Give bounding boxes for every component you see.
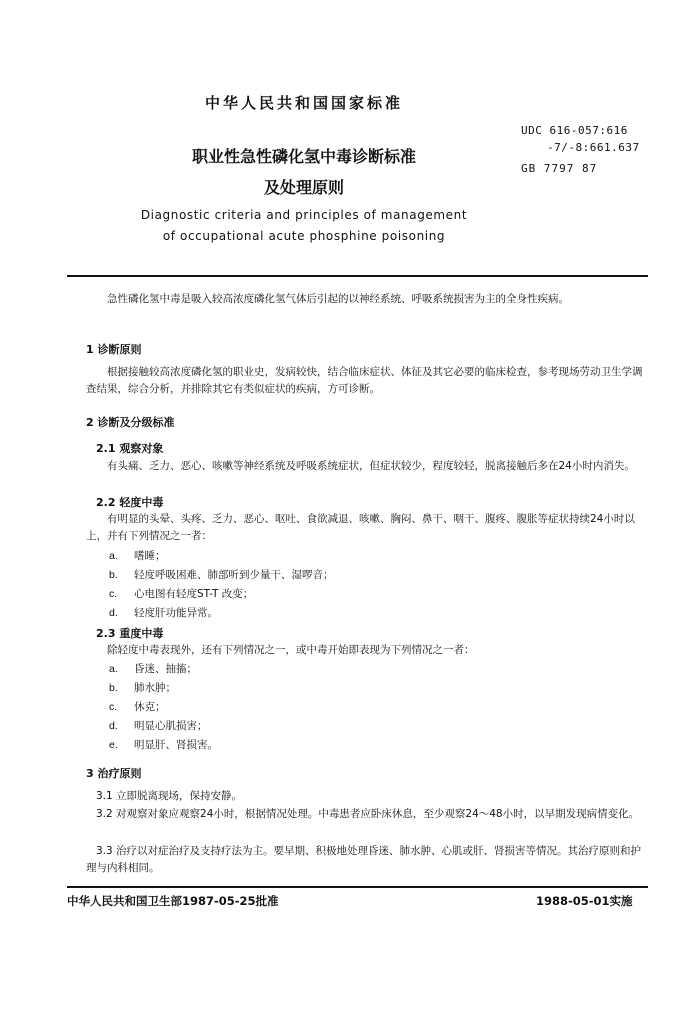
list-item-text: 轻度肝功能异常。 <box>134 607 218 619</box>
list-item-text: 明显心肌损害； <box>134 720 208 732</box>
list-item <box>109 737 218 752</box>
list-item <box>109 605 218 620</box>
list-item <box>109 661 197 676</box>
section-1-heading: 1 诊断原则 <box>86 343 142 356</box>
list-item <box>109 548 166 563</box>
list-item-letter: a. <box>109 663 118 675</box>
title-en-line2: of occupational acute phosphine poisoning <box>162 229 446 243</box>
footer-divider <box>67 886 648 888</box>
udc-code-line2: -7/-8:661.637 <box>547 141 640 154</box>
list-item-letter: c. <box>109 701 118 713</box>
list-item-letter: e. <box>109 739 118 751</box>
section-3-1-text: 3.1 立即脱离现场，保持安静。 <box>96 790 243 802</box>
list-item-text: 昏迷、抽搐； <box>134 663 197 675</box>
section-2-1-heading: 2.1 观察对象 <box>96 442 164 455</box>
list-item-letter: b. <box>109 682 118 694</box>
section-2-2-text: 有明显的头晕、头疼、乏力、恶心、呕吐、食欲减退、咳嗽、胸闷、鼻干、咽干、腹疼、腹胀等症状持续24小时以上，并有下列情况之一者： <box>86 513 635 542</box>
section-2-2-heading: 2.2 轻度中毒 <box>96 496 164 509</box>
section-3-3-text: 3.3 治疗以对症治疗及支持疗法为主。要早期、积极地处理昏迷、肺水肿、心肌或肝、肾损害等情况。其治疗原则和护理与内科相同。 <box>86 845 642 874</box>
section-3-heading: 3 治疗原则 <box>86 767 142 780</box>
title-cn-line2: 及处理原则 <box>263 178 344 197</box>
list-item-text: 肺水肿； <box>134 682 176 694</box>
list-item-text: 轻度呼吸困难、肺部听到少量干、湿啰音； <box>134 569 334 581</box>
list-item <box>109 680 176 695</box>
list-item-text: 嗜睡； <box>134 550 166 562</box>
section-3-2-text: 3.2 对观察对象应观察24小时，根据情况处理。中毒患者应卧床休息，至少观察24～48小时，以早期发现病情变化。 <box>96 808 640 820</box>
section-2-3-heading: 2.3 重度中毒 <box>96 627 164 640</box>
list-item <box>109 567 334 582</box>
list-item-text: 休克； <box>134 701 166 713</box>
section-2-heading: 2 诊断及分级标准 <box>86 416 175 429</box>
list-item-text: 明显肝、肾损害。 <box>134 739 218 751</box>
list-item-text: 心电图有轻度ST-T 改变； <box>134 588 254 600</box>
list-item-letter: d. <box>109 720 118 732</box>
list-item-letter: a. <box>109 550 118 562</box>
header-divider <box>67 275 648 277</box>
list-item <box>109 586 253 601</box>
gb-number: GB 7797 87 <box>521 162 598 175</box>
list-item <box>109 699 166 714</box>
section-1-text: 根据接触较高浓度磷化氢的职业史，发病较快，结合临床症状、体征及其它必要的临床检查，参考现场劳动卫生学调查结果，综合分析，并排除其它有类似症状的疾病，方可诊断。 <box>86 366 643 395</box>
title-en-line1: Diagnostic criteria and principles of management <box>140 208 468 222</box>
effective-date: 1988-05-01实施 <box>536 894 633 908</box>
section-2-3-text: 除轻度中毒表现外，还有下列情况之一，或中毒开始即表现为下列情况之一者： <box>107 644 475 656</box>
list-item <box>109 718 208 733</box>
title-cn-line1: 职业性急性磷化氢中毒诊断标准 <box>191 147 416 166</box>
udc-code-line1: UDC 616-057:616 <box>521 124 628 137</box>
list-item-letter: d. <box>109 607 118 619</box>
list-item-letter: b. <box>109 569 118 581</box>
section-2-1-text: 有头痛、乏力、恶心、咳嗽等神经系统及呼吸系统症状，但症状较少，程度较轻，脱离接触后多在24小时内消失。 <box>107 460 635 472</box>
list-item-letter: c. <box>109 588 118 600</box>
intro-paragraph: 急性磷化氢中毒是吸入较高浓度磷化氢气体后引起的以神经系统、呼吸系统损害为主的全身性疾病。 <box>107 293 569 305</box>
national-standard-heading: 中华人民共和国国家标准 <box>204 94 403 112</box>
approval-date: 中华人民共和国卫生部1987-05-25批准 <box>67 894 279 908</box>
